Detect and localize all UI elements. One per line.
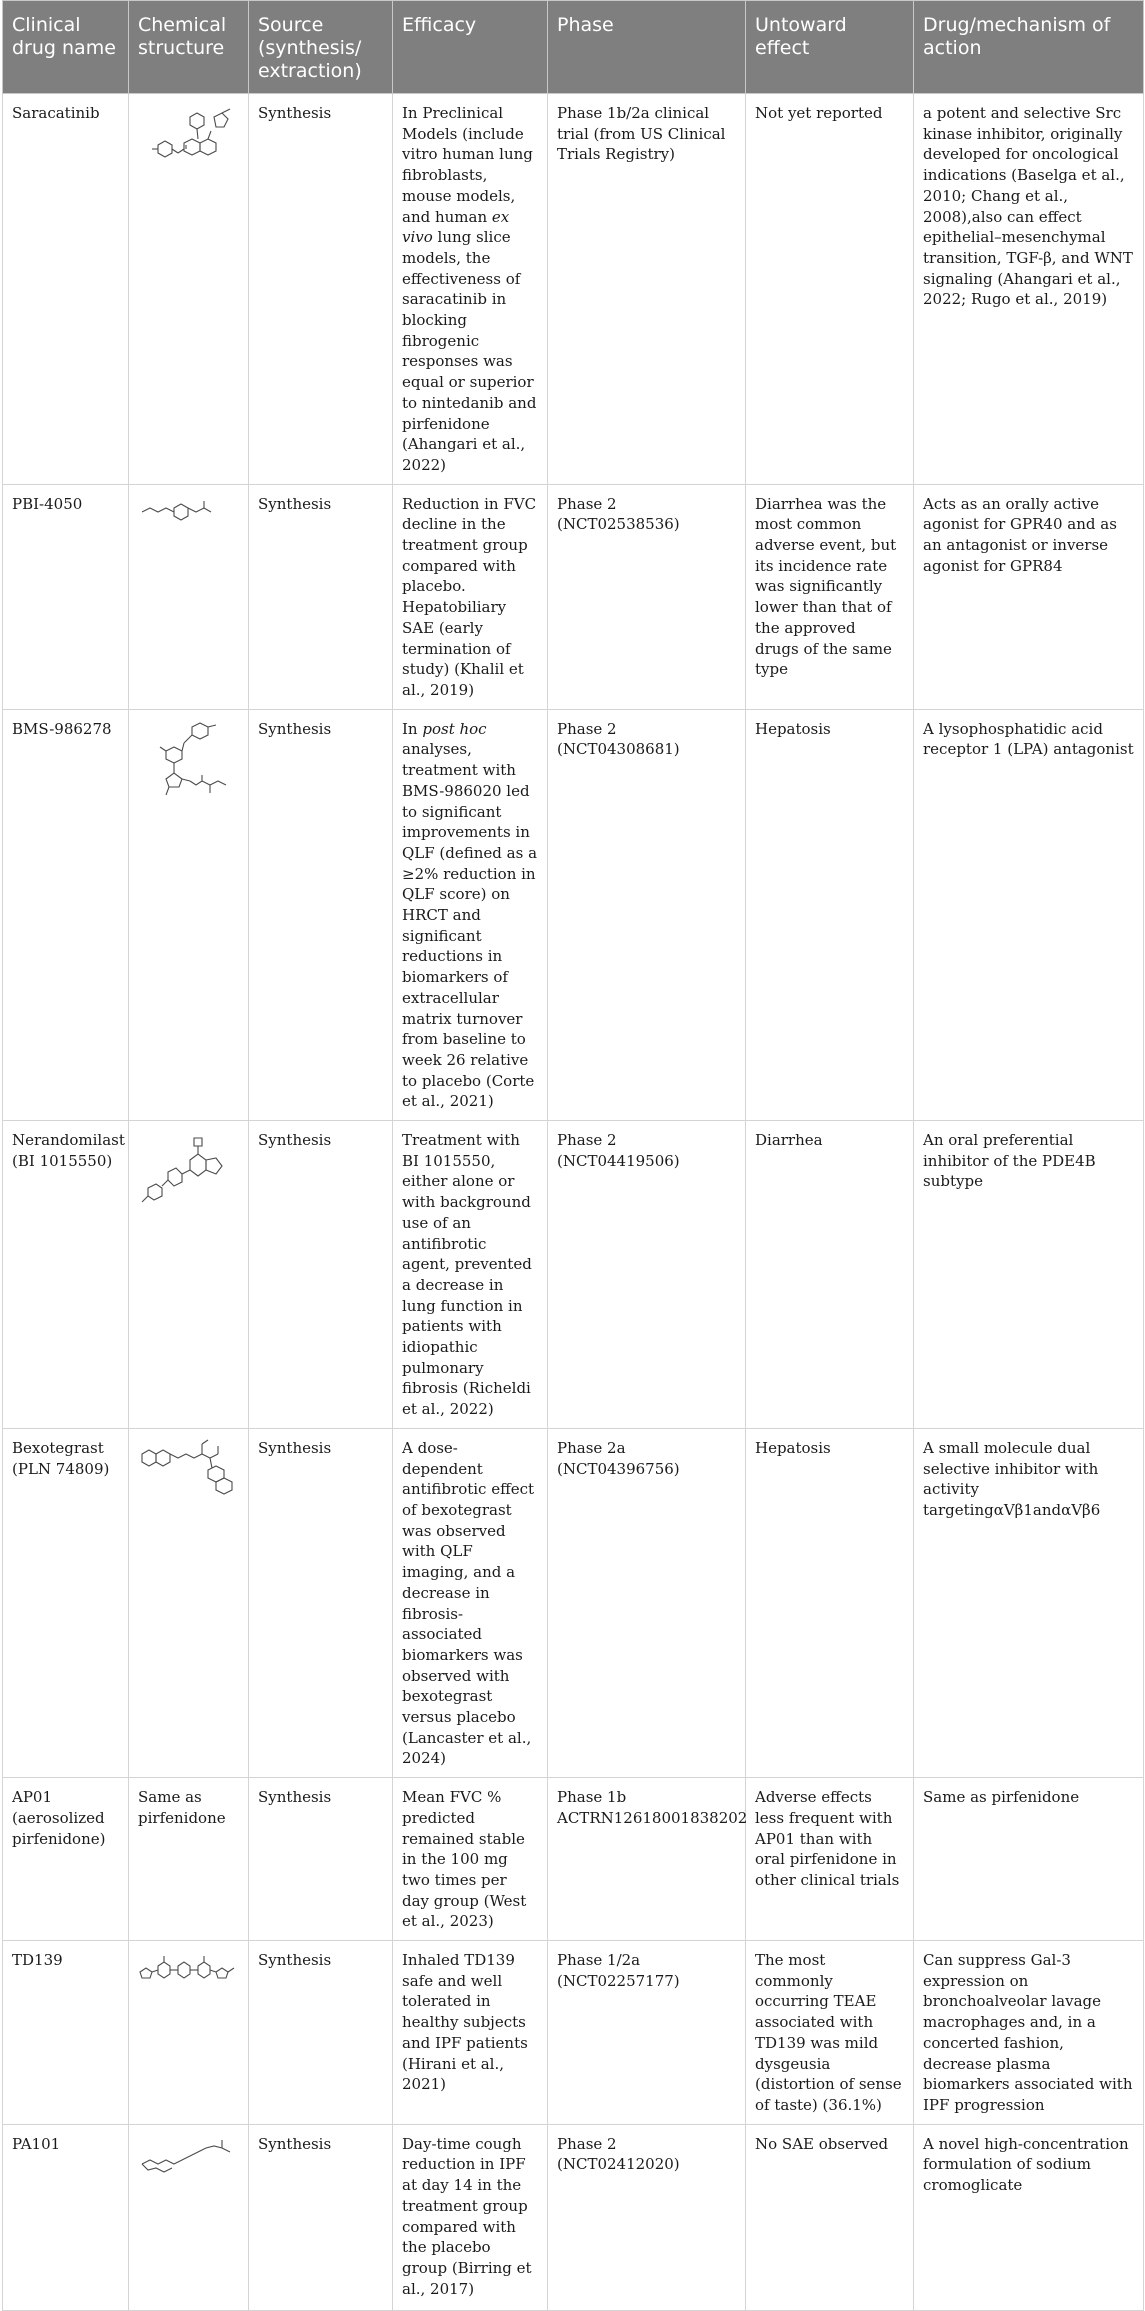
- nerandomilast-structure-icon: [138, 1130, 239, 1226]
- drug-name-cell: Saracatinib: [3, 94, 129, 485]
- structure-cell: [129, 484, 249, 709]
- mechanism-cell: a potent and selective Src kinase inhibitor, originally developed for oncological indications (Baselga et al., 2010; Chang et al., 2008),also can effect epithelial–mesenchymal transition, TGF-β, and WNT signaling (Ahangari et al., 2022; Rugo et al., 2019): [914, 94, 1144, 485]
- source-cell: Synthesis: [249, 709, 393, 1120]
- structure-cell: [129, 709, 249, 1120]
- phase-cell: Phase 1b ACTRN12618001838202: [548, 1778, 746, 1941]
- efficacy-cell: In Preclinical Models (include vitro human lung fibroblasts, mouse models, and human ex vivo lung slice models, the effectiveness of saracatinib in blocking fibrogenic responses was equal or superior to nintedanib and pirfenidone (Ahangari et al., 2022): [393, 94, 548, 485]
- structure-cell: [129, 1121, 249, 1429]
- table-row: [3, 1778, 1144, 1941]
- header-phase: Phase: [548, 1, 746, 94]
- mechanism-cell: Same as pirfenidone: [914, 1778, 1144, 1941]
- source-cell: Synthesis: [249, 1428, 393, 1777]
- phase-cell: Phase 1b/2a clinical trial (from US Clinical Trials Registry): [548, 94, 746, 485]
- pbi-4050-structure-icon: [138, 494, 239, 524]
- structure-cell: Same as pirfenidone: [129, 1778, 249, 1941]
- header-mechanism: Drug/mechanism of action: [914, 1, 1144, 94]
- header-efficacy: Efficacy: [393, 1, 548, 94]
- table-row: [3, 2124, 1144, 2310]
- drug-name-cell: TD139: [3, 1941, 129, 2125]
- efficacy-cell: Mean FVC % predicted remained stable in the 100 mg two times per day group (West et al., 2023): [393, 1778, 548, 1941]
- header-row: [3, 1, 1144, 94]
- saracatinib-structure-icon: [138, 103, 239, 163]
- untoward-effect-cell: Diarrhea: [746, 1121, 914, 1429]
- table-row: [3, 709, 1144, 1120]
- source-cell: Synthesis: [249, 1121, 393, 1429]
- mechanism-cell: Can suppress Gal-3 expression on bronchoalveolar lavage macrophages and, in a concerted fashion, decrease plasma biomarkers associated with IPF progression: [914, 1941, 1144, 2125]
- table-row: [3, 1428, 1144, 1777]
- table-row: [3, 1941, 1144, 2125]
- drug-name-cell: BMS-986278: [3, 709, 129, 1120]
- untoward-effect-cell: The most commonly occurring TEAE associated with TD139 was mild dysgeusia (distortion of sense of taste) (36.1%): [746, 1941, 914, 2125]
- mechanism-cell: A lysophosphatidic acid receptor 1 (LPA) antagonist: [914, 709, 1144, 1120]
- source-cell: Synthesis: [249, 2124, 393, 2310]
- mechanism-cell: Acts as an orally active agonist for GPR40 and as an antagonist or inverse agonist for GPR84: [914, 484, 1144, 709]
- phase-cell: Phase 2 (NCT02412020): [548, 2124, 746, 2310]
- drug-name-cell: Bexotegrast (PLN 74809): [3, 1428, 129, 1777]
- mechanism-cell: A small molecule dual selective inhibitor with activity targetingαVβ1andαVβ6: [914, 1428, 1144, 1777]
- structure-cell: [129, 1941, 249, 2125]
- untoward-effect-cell: No SAE observed: [746, 2124, 914, 2310]
- table-row: [3, 1121, 1144, 1429]
- efficacy-cell: Inhaled TD139 safe and well tolerated in healthy subjects and IPF patients (Hirani et al., 2021): [393, 1941, 548, 2125]
- drug-name-cell: PA101: [3, 2124, 129, 2310]
- untoward-effect-cell: Diarrhea was the most common adverse event, but its incidence rate was significantly lower than that of the approved drugs of the same type: [746, 484, 914, 709]
- header-source: Source (synthesis/ extraction): [249, 1, 393, 94]
- structure-cell: [129, 94, 249, 485]
- source-cell: Synthesis: [249, 1778, 393, 1941]
- source-cell: Synthesis: [249, 94, 393, 485]
- source-cell: Synthesis: [249, 1941, 393, 2125]
- header-untoward-effect: Untoward effect: [746, 1, 914, 94]
- structure-cell: [129, 1428, 249, 1777]
- bexotegrast-structure-icon: [138, 1438, 239, 1510]
- untoward-effect-cell: Not yet reported: [746, 94, 914, 485]
- phase-cell: Phase 2 (NCT04419506): [548, 1121, 746, 1429]
- header-structure: Chemical structure: [129, 1, 249, 94]
- phase-cell: Phase 2 (NCT02538536): [548, 484, 746, 709]
- source-cell: Synthesis: [249, 484, 393, 709]
- bms-986278-structure-icon: [138, 719, 239, 837]
- table-row: [3, 94, 1144, 485]
- efficacy-cell: In post hoc analyses, treatment with BMS-986020 led to significant improvements in QLF (defined as a ≥2% reduction in QLF score) on HRCT and significant reductions in biomarkers of extracellular matrix turnover from baseline to week 26 relative to placebo (Corte et al., 2021): [393, 709, 548, 1120]
- drug-name-cell: Nerandomilast (BI 1015550): [3, 1121, 129, 1429]
- pa101-structure-icon: [138, 2134, 239, 2178]
- untoward-effect-cell: Hepatosis: [746, 1428, 914, 1777]
- phase-cell: Phase 1/2a (NCT02257177): [548, 1941, 746, 2125]
- phase-cell: Phase 2a (NCT04396756): [548, 1428, 746, 1777]
- drug-name-cell: AP01 (aerosolized pirfenidone): [3, 1778, 129, 1941]
- drug-name-cell: PBI-4050: [3, 484, 129, 709]
- clinical-drug-table: [2, 0, 1144, 2311]
- efficacy-cell: A dose-dependent antifibrotic effect of bexotegrast was observed with QLF imaging, and a decrease in fibrosis-associated biomarkers was observed with bexotegrast versus placebo (Lancaster et al., 2024): [393, 1428, 548, 1777]
- efficacy-cell: Day-time cough reduction in IPF at day 14 in the treatment group compared with the placebo group (Birring et al., 2017): [393, 2124, 548, 2310]
- td139-structure-icon: [138, 1950, 239, 1994]
- efficacy-cell: Treatment with BI 1015550, either alone or with background use of an antifibrotic agent, prevented a decrease in lung function in patients with idiopathic pulmonary fibrosis (Richeldi et al., 2022): [393, 1121, 548, 1429]
- mechanism-cell: An oral preferential inhibitor of the PDE4B subtype: [914, 1121, 1144, 1429]
- structure-cell: [129, 2124, 249, 2310]
- untoward-effect-cell: Hepatosis: [746, 709, 914, 1120]
- table-row: [3, 484, 1144, 709]
- phase-cell: Phase 2 (NCT04308681): [548, 709, 746, 1120]
- header-drug-name: Clinical drug name: [3, 1, 129, 94]
- mechanism-cell: A novel high-concentration formulation of sodium cromoglicate: [914, 2124, 1144, 2310]
- efficacy-cell: Reduction in FVC decline in the treatment group compared with placebo. Hepatobiliary SAE (early termination of study) (Khalil et al., 2019): [393, 484, 548, 709]
- untoward-effect-cell: Adverse effects less frequent with AP01 than with oral pirfenidone in other clinical trials: [746, 1778, 914, 1941]
